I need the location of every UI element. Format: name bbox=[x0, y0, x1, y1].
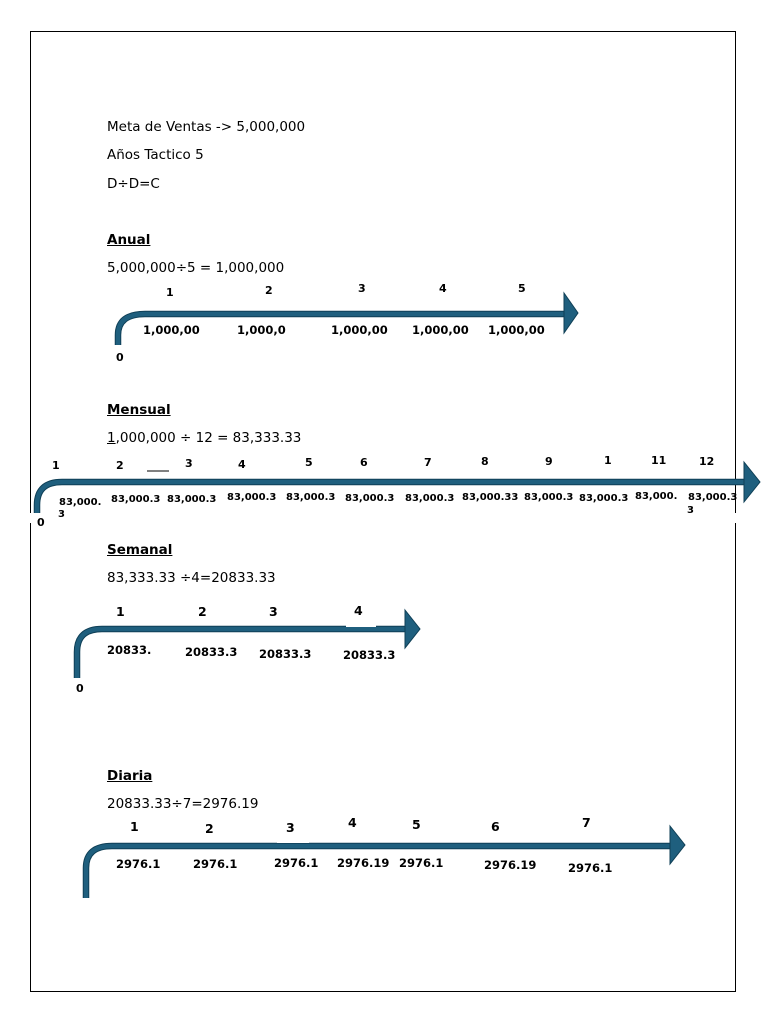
diaria-value-4: 2976.19 bbox=[337, 856, 390, 870]
mensual-period-8: 8 bbox=[481, 455, 489, 468]
mensual-value-5: 83,000.3 bbox=[286, 492, 336, 503]
mensual-value-11: 83,000. bbox=[635, 491, 678, 502]
mensual-header: Mensual bbox=[107, 402, 171, 418]
mensual-origin: 0 bbox=[37, 516, 45, 529]
mensual-period-11: 11 bbox=[651, 454, 667, 467]
diaria-period-1: 1 bbox=[130, 819, 139, 834]
diaria-period-5: 5 bbox=[412, 817, 421, 832]
semanal-origin: 0 bbox=[76, 682, 84, 695]
diaria-value-2: 2976.1 bbox=[193, 857, 238, 871]
diaria-period-2: 2 bbox=[205, 821, 214, 836]
anual-value-3: 1,000,00 bbox=[331, 323, 388, 337]
mensual-value-2: 83,000.3 bbox=[111, 494, 161, 505]
diaria-value-5: 2976.1 bbox=[399, 856, 444, 870]
mensual-value-12: 83,000.3 bbox=[688, 492, 738, 503]
years-line: Años Tactico 5 bbox=[107, 147, 204, 163]
diaria-formula: 20833.33÷7=2976.19 bbox=[107, 796, 259, 812]
formula-line: D÷D=C bbox=[107, 176, 160, 192]
anual-period-1: 1 bbox=[166, 286, 174, 299]
mensual-formula-rest: ,000,000 ÷ 12 = 83,333.33 bbox=[115, 430, 302, 446]
semanal-period-2: 2 bbox=[198, 604, 207, 619]
mensual-period-7: 7 bbox=[424, 456, 432, 469]
mensual-value-7: 83,000.3 bbox=[405, 493, 455, 504]
mensual-period-4: 4 bbox=[238, 458, 246, 471]
anual-period-5: 5 bbox=[518, 282, 526, 295]
mensual-period-5: 5 bbox=[305, 456, 313, 469]
anual-value-1: 1,000,00 bbox=[143, 323, 200, 337]
mensual-formula bbox=[107, 430, 301, 446]
diaria-value-7: 2976.1 bbox=[568, 861, 613, 875]
mensual-period-1: 1 bbox=[52, 459, 60, 472]
mensual-period-2: 2 bbox=[116, 459, 124, 472]
anual-formula: 5,000,000÷5 = 1,000,000 bbox=[107, 260, 285, 276]
anual-period-2: 2 bbox=[265, 284, 273, 297]
anual-value-2: 1,000,0 bbox=[237, 323, 286, 337]
mensual-period-3: 3 bbox=[185, 457, 193, 470]
mensual-wrap-digit-1: 3 bbox=[58, 509, 65, 520]
anual-period-4: 4 bbox=[439, 282, 447, 295]
mensual-formula-underlined: 1 bbox=[107, 430, 116, 446]
diaria-period-7: 7 bbox=[582, 815, 591, 830]
diaria-value-6: 2976.19 bbox=[484, 858, 537, 872]
mensual-period-10: 1 bbox=[604, 454, 612, 467]
mensual-value-4: 83,000.3 bbox=[227, 492, 277, 503]
mensual-value-1: 83,000. bbox=[59, 497, 102, 508]
semanal-period-4: 4 bbox=[354, 603, 363, 618]
mensual-period-9: 9 bbox=[545, 455, 553, 468]
semanal-line-gap bbox=[346, 624, 376, 627]
semanal-formula: 83,333.33 ÷4=20833.33 bbox=[107, 570, 276, 586]
mensual-wrap-digit-12: 3 bbox=[687, 505, 694, 516]
anual-period-3: 3 bbox=[358, 282, 366, 295]
mensual-period-6: 6 bbox=[360, 456, 368, 469]
anual-value-5: 1,000,00 bbox=[488, 323, 545, 337]
semanal-value-1: 20833. bbox=[107, 643, 152, 657]
diaria-value-3: 2976.1 bbox=[274, 856, 319, 870]
anual-origin: 0 bbox=[116, 351, 124, 364]
diaria-period-6: 6 bbox=[491, 819, 500, 834]
diaria-header: Diaria bbox=[107, 768, 153, 784]
diaria-period-4: 4 bbox=[348, 815, 357, 830]
mensual-blank: ____ bbox=[147, 459, 169, 472]
diaria-period-3: 3 bbox=[286, 820, 295, 835]
mensual-value-3: 83,000.3 bbox=[167, 494, 217, 505]
semanal-value-2: 20833.3 bbox=[185, 645, 238, 659]
meta-line: Meta de Ventas -> 5,000,000 bbox=[107, 119, 306, 135]
diaria-line-gap bbox=[277, 840, 309, 843]
mensual-value-8: 83,000.33 bbox=[462, 492, 519, 503]
semanal-value-3: 20833.3 bbox=[259, 647, 312, 661]
semanal-header: Semanal bbox=[107, 542, 173, 558]
anual-value-4: 1,000,00 bbox=[412, 323, 469, 337]
mensual-overflow-mask bbox=[30, 513, 736, 523]
anual-header: Anual bbox=[107, 232, 151, 248]
semanal-value-4: 20833.3 bbox=[343, 648, 396, 662]
mensual-value-10: 83,000.3 bbox=[579, 493, 629, 504]
semanal-period-3: 3 bbox=[269, 604, 278, 619]
mensual-value-6: 83,000.3 bbox=[345, 493, 395, 504]
mensual-value-9: 83,000.3 bbox=[524, 492, 574, 503]
diaria-value-1: 2976.1 bbox=[116, 857, 161, 871]
mensual-period-12: 12 bbox=[699, 455, 715, 468]
semanal-period-1: 1 bbox=[116, 604, 125, 619]
